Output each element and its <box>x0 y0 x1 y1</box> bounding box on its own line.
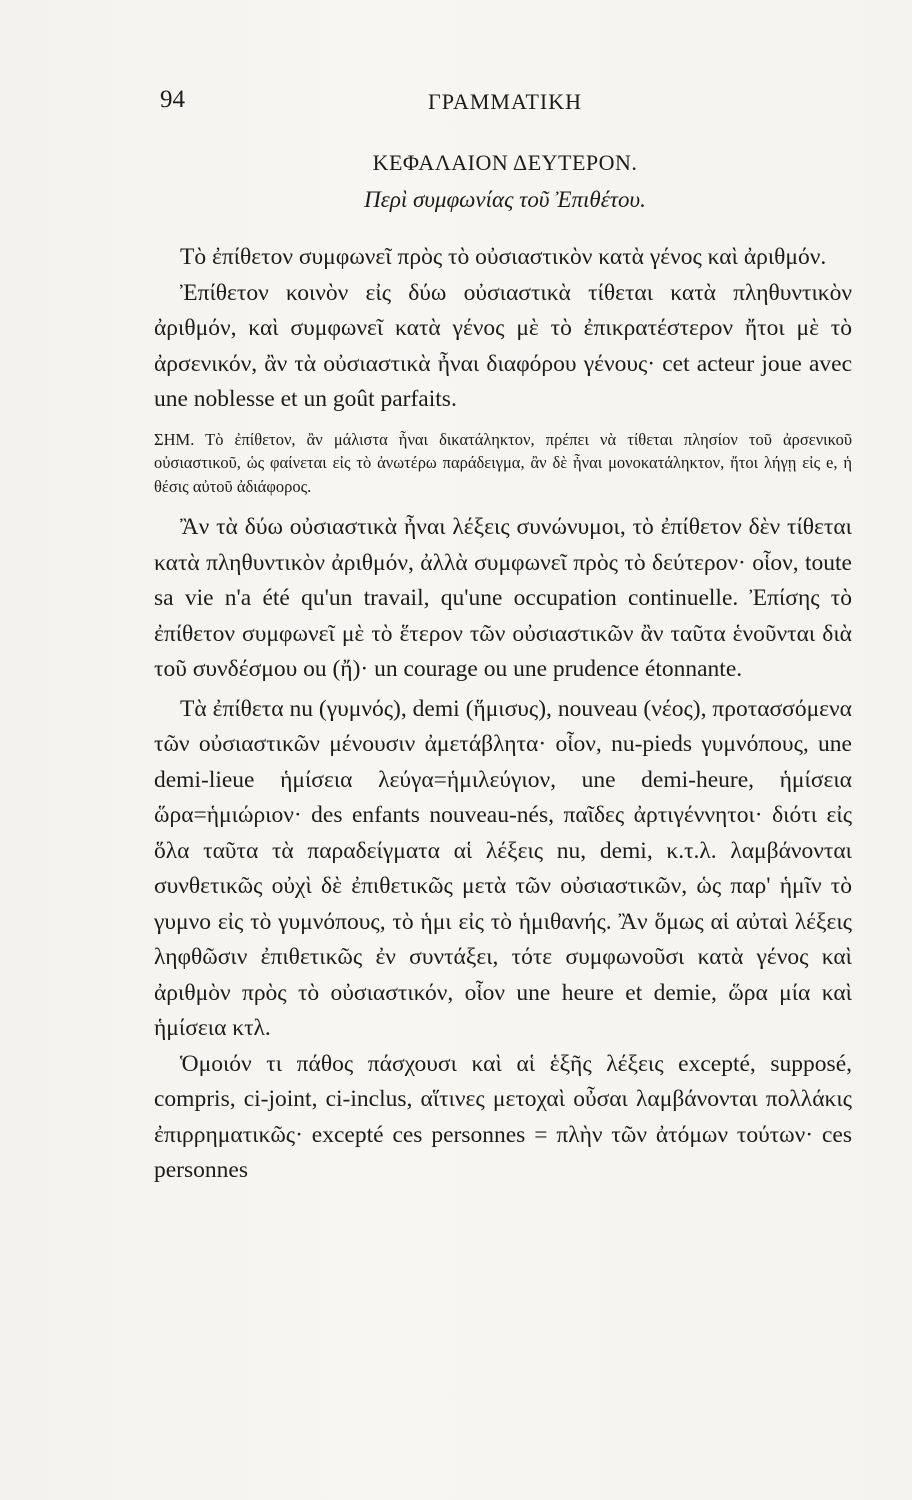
page-number: 94 <box>160 86 185 113</box>
chapter-subtitle: Περὶ συμφωνίας τοῦ Ἐπιθέτου. <box>364 187 646 212</box>
chapter-title: ΚΕΦΑΛΑΙΟΝ ΔΕΥΤΕΡΟΝ. <box>372 150 638 175</box>
paragraph-invariable-adjectives: Τὰ ἐπίθετα nu (γυμνός), demi (ἥμισυς), nouveau (νέος), προτασσόμενα τῶν οὐσιαστικῶν μένουσιν ἀμετάβλητα· οἷον, nu-pieds γυμνόπους, une demi-lieue ἡμίσεια λεύγα=ἡμιλεύγιον, une demi-heure, ἡμίσεια ὥρα=ἡμιώριον· des enfants nouveau-nés, παῖδες ἀρτιγέννητοι· διότι εἰς ὅλα ταῦτα τὰ παραδείγματα αἱ λέξεις nu, demi, κ.τ.λ. λαμβάνονται συνθετικῶς οὐχὶ δὲ ἐπιθετικῶς μετὰ τῶν οὐσιαστικῶν, ὡς παρ' ἡμῖν τὸ γυμνο εἰς τὸ γυμνόπους, τὸ ἡμι εἰς τὸ ἡμιθανής. Ἂν ὅμως αἱ αὐταὶ λέξεις ληφθῶσιν ἐπιθετικῶς ἐν συντάξει, τότε συμφωνοῦσι κατὰ γένος καὶ ἀριθμὸν πρὸς τὸ οὐσιαστικόν, οἷον une heure et demie, ὥρα μία καὶ ἡμίσεια κτλ. <box>154 695 852 1041</box>
running-title: ΓΡΑΜΜΑΤΙΚΗ <box>428 89 582 114</box>
page-header <box>160 86 850 126</box>
note-remark: ΣΗΜ. Τὸ ἐπίθετον, ἂν μάλιστα ἦναι δικατάληκτον, πρέπει νὰ τίθεται πλησίον τοῦ ἀρσενικοῦ οὐσιαστικοῦ, ὡς φαίνεται εἰς τὸ ἀνωτέρω παράδειγμα, ἂν δὲ ἦναι μονοκατάληκτον, ἤτοι λήγῃ εἰς e, ἡ θέσις αὐτοῦ ἀδιάφορος. <box>154 429 852 496</box>
paragraph-rule: Τὸ ἐπίθετον συμφωνεῖ πρὸς τὸ οὐσιαστικὸν κατὰ γένος καὶ ἀριθμόν. <box>180 244 827 270</box>
paragraph-common-adjective: Ἐπίθετον κοινὸν εἰς δύω οὐσιαστικὰ τίθεται κατὰ πληθυντικὸν ἀριθμόν, καὶ συμφωνεῖ κατὰ γένος μὲ τὸ ἐπικρατέστερον ἤτοι μὲ τὸ ἀρσενικόν, ἂν τὰ οὐσιαστικὰ ἦναι διαφόρου γένους· cet acteur joue avec une noblesse et un goût parfaits. <box>154 279 852 412</box>
paragraph-synonyms: Ἂν τὰ δύω οὐσιαστικὰ ἦναι λέξεις συνώνυμοι, τὸ ἐπίθετον δὲν τίθεται κατὰ πληθυντικὸν ἀριθμόν, ἀλλὰ συμφωνεῖ πρὸς τὸ δεύτερον· οἷον, toute sa vie n'a été qu'un travail, qu'une occupation continuelle. Ἐπίσης τὸ ἐπίθετον συμφωνεῖ μὲ τὸ ἕτερον τῶν οὐσιαστικῶν ἂν ταῦτα ἑνοῦνται διὰ τοῦ συνδέσμου ou (ἤ)· un courage ou une prudence étonnante. <box>154 514 852 682</box>
paragraph-participles: Ὁμοιόν τι πάθος πάσχουσι καὶ αἱ ἑξῆς λέξεις excepté, supposé, compris, ci-joint, ci-inclus, αἵτινες μετοχαὶ οὖσαι λαμβάνονται πολλάκις ἐπιρρηματικῶς· excepté ces personnes = πλὴν τῶν ἀτόμων τούτων· ces personnes <box>154 1050 852 1183</box>
page-body <box>154 240 852 1189</box>
